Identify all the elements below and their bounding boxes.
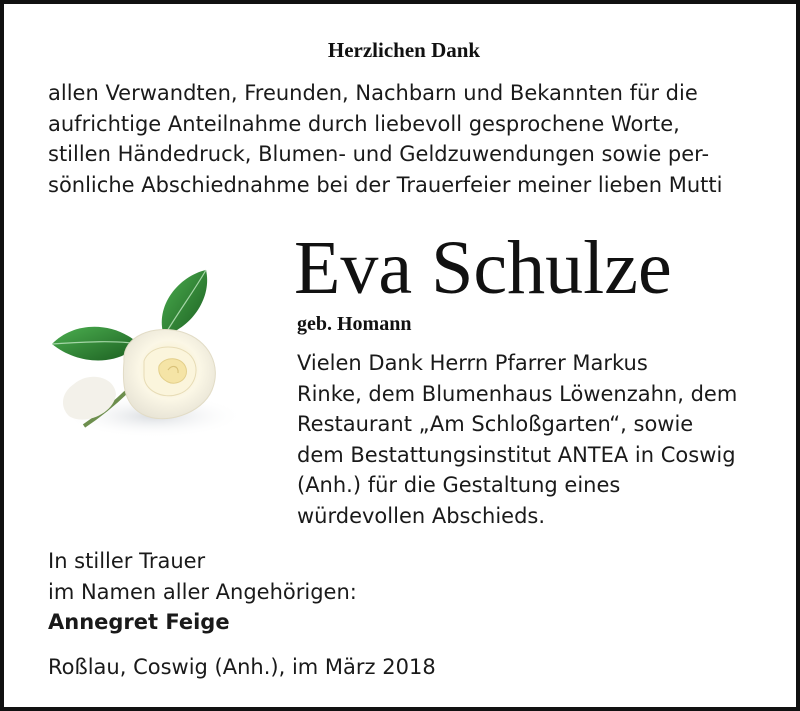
white-rose-icon	[44, 266, 244, 446]
intro-line: aufrichtige Anteilnahme durch liebevoll gesprochene Worte,	[48, 111, 680, 136]
thanks-line: Vielen Dank Herrn Pfarrer Markus	[297, 351, 648, 375]
place-date: Roßlau, Coswig (Anh.), im März 2018	[48, 655, 436, 679]
thanks-text	[297, 348, 737, 532]
thanks-line: Restaurant „Am Schloßgarten“, sowie	[297, 412, 694, 437]
thanks-line: würdevollen Abschieds.	[297, 503, 546, 528]
signature-block	[48, 546, 357, 638]
thanks-line: (Anh.) für die Gestaltung eines	[297, 473, 621, 498]
signature-line: In stiller Trauer	[48, 549, 206, 573]
deceased-name: Eva Schulze	[294, 226, 672, 310]
signer-name: Annegret Feige	[48, 610, 230, 634]
intro-text	[48, 78, 768, 200]
maiden-name: geb. Homann	[297, 313, 412, 335]
signature-line: im Namen aller Angehörigen:	[48, 579, 357, 604]
notice-title: Herzlichen Dank	[327, 38, 481, 62]
intro-line: allen Verwandten, Freunden, Nachbarn und Bekannten für die	[48, 81, 698, 105]
thanks-line: Rinke, dem Blumenhaus Löwenzahn, dem	[297, 381, 738, 406]
intro-line: sönliche Abschiednahme bei der Trauerfeier meiner lieben Mutti	[48, 172, 723, 197]
thanks-line: dem Bestattungsinstitut ANTEA in Coswig	[297, 442, 736, 467]
intro-line: stillen Händedruck, Blumen- und Geldzuwendungen sowie per-	[48, 142, 710, 166]
